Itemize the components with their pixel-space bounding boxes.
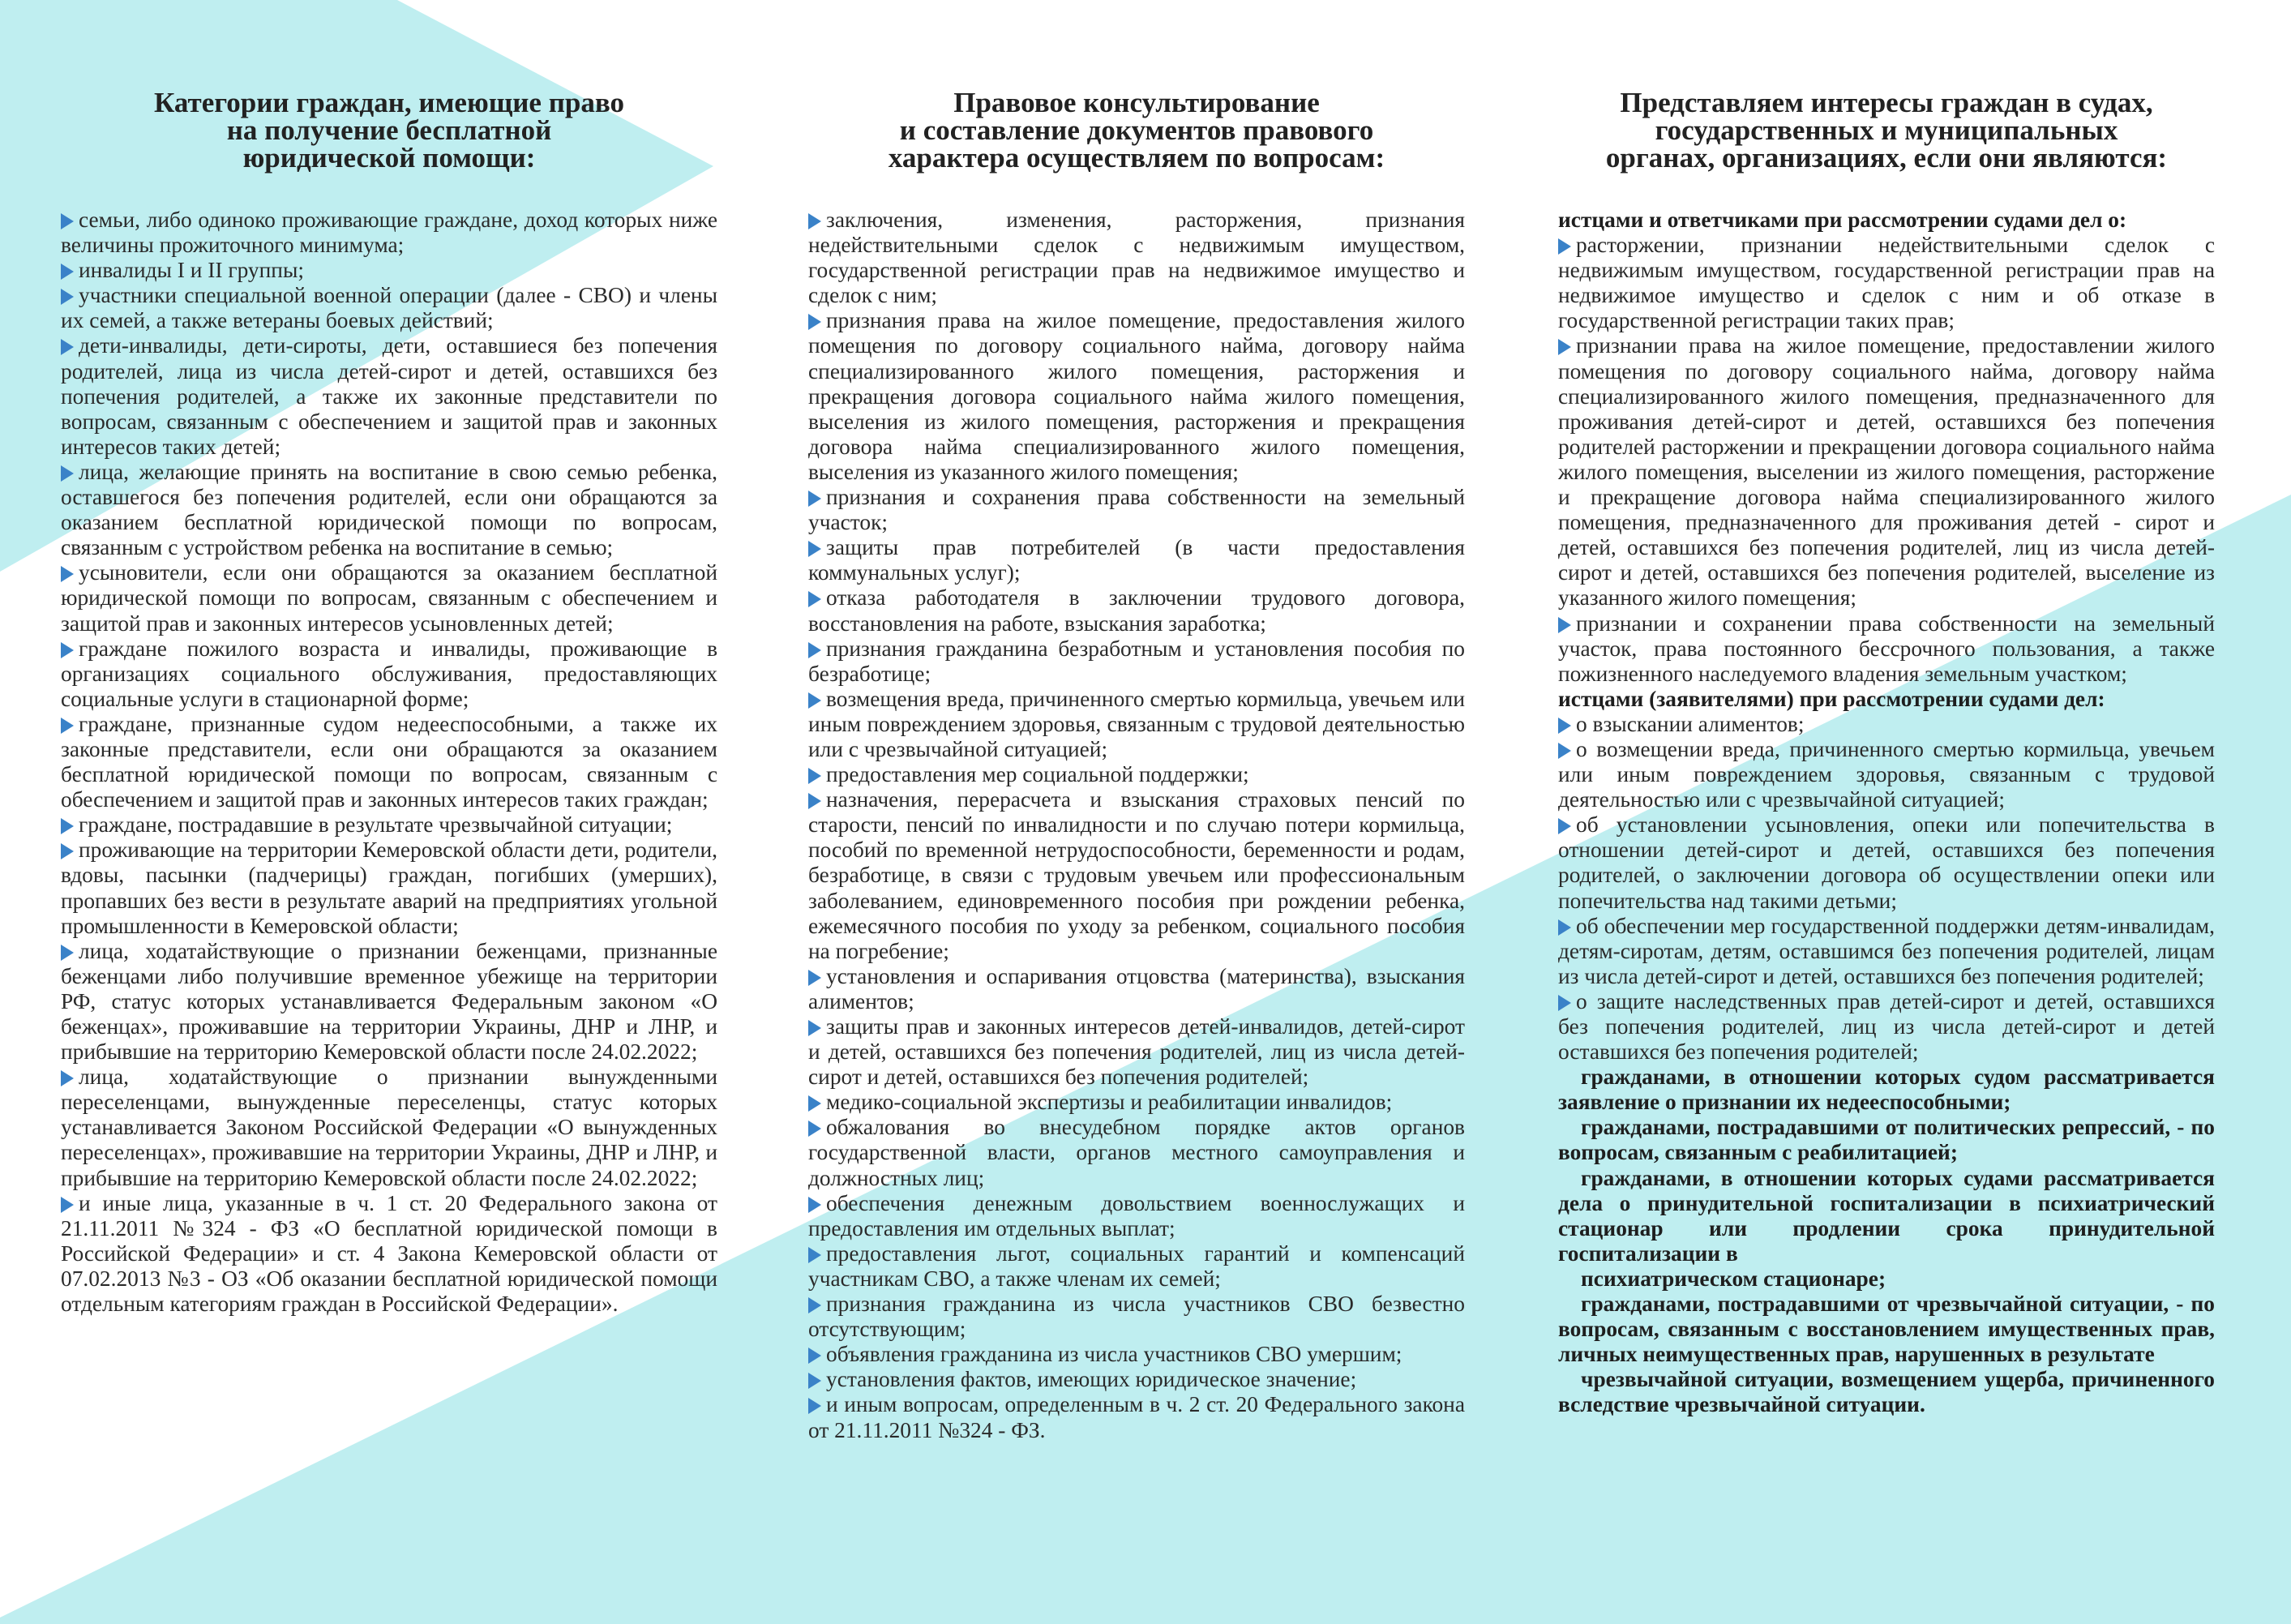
representation-list [1558,208,2215,1418]
list-item [61,712,717,812]
list-item [808,308,1465,485]
item-text: истцами (заявителями) при рассмотрении судами дел: [1558,686,2105,711]
list-item [61,1065,717,1190]
item-text: проживающие на территории Кемеровской области дети, родители, вдовы, пасынки (падчерицы) граждан, погибших (умерших), пропавших без вести в результате аварий на предприятиях угольной промышленности в Кемеровской области; [61,838,717,938]
list-item [1558,233,2215,333]
list-item [61,939,717,1065]
item-text: и иным вопросам, определенным в ч. 2 ст. 20 Федерального закона от 21.11.2011 №324 - ФЗ. [808,1392,1465,1442]
list-item [808,1090,1465,1115]
triangle-bullet-icon [808,1197,821,1213]
triangle-bullet-icon [1558,238,1571,255]
title-line: Представляем интересы граждан в судах, [1620,87,2153,118]
item-text: защиты прав потребителей (в части предоставления коммунальных услуг); [808,535,1465,585]
triangle-bullet-icon [808,1020,821,1036]
item-text: граждане пожилого возраста и инвалиды, проживающие в организациях социального обслуживания, предоставляющих социальные услуги в стационарной форме; [61,636,717,711]
triangle-bullet-icon [61,1070,74,1086]
item-text: заключения, изменения, расторжения, признания недействительными сделок с недвижимым имуществом, государственной регистрации прав на недвижимое имущество и сделок с ним; [808,208,1465,308]
title-line: юридической помощи: [242,142,536,174]
item-text: семьи, либо одиноко проживающие граждане, доход которых ниже величины прожиточного минимума; [61,208,717,258]
triangle-bullet-icon [1558,919,1571,936]
triangle-bullet-icon [1558,818,1571,834]
list-item [61,208,717,258]
item-text: о защите наследственных прав детей-сирот и детей, оставшихся без попечения родителей, лиц из числа детей-сирот и детей оставшихся без попечения родителей; [1558,988,2215,1065]
item-text: истцами и ответчиками при рассмотрении судами дел о: [1558,208,2127,232]
item-text: предоставления льгот, социальных гарантий и компенсаций участникам СВО, а также членам их семей; [808,1240,1465,1291]
triangle-bullet-icon [61,718,74,734]
triangle-bullet-icon [808,591,821,607]
item-text: психиатрическом стационаре; [1581,1266,1886,1291]
list-item [808,535,1465,585]
triangle-bullet-icon [808,314,821,330]
list-item [808,485,1465,535]
item-text: об установлении усыновления, опеки или попечительства в отношении детей-сирот и детей, оставшихся без попечения родителей, о заключении договора об осуществлении опеки или попечительства над такими детьми; [1558,812,2215,913]
triangle-bullet-icon [808,642,821,658]
title-line: государственных и муниципальных [1655,114,2118,146]
list-item [808,1292,1465,1342]
triangle-bullet-icon [1558,743,1571,759]
triangle-bullet-icon [808,1247,821,1263]
triangle-bullet-icon [808,541,821,557]
list-item [1558,737,2215,812]
item-text: гражданами, в отношении которых судами рассматривается дела о принудительной госпитализации в психиатрический стационар или продлении срока принудительной госпитализации в [1558,1165,2215,1266]
title-line: на получение бесплатной [226,114,552,146]
item-text: признании права на жилое помещение, предоставлении жилого помещения по договору социального найма, договору найма специализированного жилого помещения, предназначенного для проживания детей-сирот и детей, оставшихся без попечения родителей расторжении и прекращении договора социального найма жилого помещения, выселении из жилого помещения, расторжение и прекращение договора найма специализированного жилого помещения, предназначенного для проживания детей - сирот и детей, оставшихся без попечения родителей, лиц из числа детей-сирот и детей, оставшихся без попечения родителей, выселение из указанного жилого помещения; [1558,333,2215,611]
item-text: гражданами, в отношении которых судом рассматривается заявление о признании их недееспособными; [1558,1065,2215,1115]
triangle-bullet-icon [808,1297,821,1313]
triangle-bullet-icon [61,1197,74,1213]
triangle-bullet-icon [61,945,74,961]
item-text: признания гражданина безработным и установления пособия по безработице; [808,636,1465,686]
list-item [808,687,1465,762]
triangle-bullet-icon [1558,995,1571,1011]
item-text: лица, ходатайствующие о признании вынужденными переселенцами, вынужденные переселенцы, статус которых устанавливается Законом Российской Федерации «О вынужденных переселенцах», проживавшие на территории Украины, ДНР и ЛНР, и прибывшие на территорию Кемеровской области после 24.02.2022; [61,1065,717,1190]
item-text: назначения, перерасчета и взыскания страховых пенсий по старости, пенсий по инвалидности и по случаю потери кормильца, пособий по временной нетрудоспособности, беременности и родам, безработице, в связи с трудовым увечьем или профессиональным заболеванием, единовременного пособия при рождении ребенка, ежемесячного пособия по уходу за ребенком, социального пособия на погребение; [808,787,1465,963]
item-text: защиты прав и законных интересов детей-инвалидов, детей-сирот и детей, оставшихся без попечения родителей, лиц из числа детей-сирот и детей, оставшихся без попечения родителей; [808,1014,1465,1090]
bold-item [1558,1115,2215,1165]
list-item [61,560,717,636]
list-item [61,1191,717,1317]
item-text: признании и сохранении права собственности на земельный участок, права постоянного бессрочного пользования, а также пожизненного наследуемого владения земельным участком; [1558,611,2215,686]
column-court-representation [1558,0,2215,1418]
triangle-bullet-icon [61,264,74,280]
list-item [808,1014,1465,1090]
list-item [808,787,1465,964]
triangle-bullet-icon [1558,718,1571,734]
item-text: граждане, признанные судом недееспособными, а также их законные представители, если они обращаются за оказанием бесплатной юридической помощи по вопросам, связанным с обеспечением и защитой прав и законных интересов таких граждан; [61,711,717,812]
triangle-bullet-icon [808,1348,821,1364]
list-item [61,460,717,560]
item-text: медико-социальной экспертизы и реабилитации инвалидов; [826,1090,1393,1115]
list-item [61,258,717,283]
column-title [61,0,717,178]
triangle-bullet-icon [61,339,74,355]
item-text: усыновители, если они обращаются за оказанием бесплатной юридической помощи по вопросам, связанным с обеспечением и защитой прав и законных интересов усыновленных детей; [61,560,717,636]
list-item [1558,812,2215,913]
bold-item [1558,1367,2215,1417]
triangle-bullet-icon [61,465,74,482]
item-text: инвалиды I и II группы; [79,258,304,283]
bold-item [1558,1065,2215,1115]
item-text: обжалования во внесудебном порядке актов органов государственной власти, органов местного самоуправления и должностных лиц; [808,1115,1465,1190]
column-consultation-topics [808,0,1465,1443]
triangle-bullet-icon [808,1373,821,1389]
title-line: органах, организациях, если они являются: [1605,142,2168,174]
list-item [61,636,717,712]
item-text: обеспечения денежным довольствием военнослужащих и предоставления им отдельных выплат; [808,1190,1465,1240]
triangle-bullet-icon [1558,339,1571,355]
item-text: признания гражданина из числа участников СВО безвестно отсутствующим; [808,1292,1465,1342]
topics-list [808,208,1465,1443]
item-text: дети-инвалиды, дети-сироты, дети, оставшиеся без попечения родителей, лица из числа детей-сирот и детей, оставшихся без попечения родителей, а также их законные представители по вопросам, связанным с обеспечением и защитой прав и законных интересов таких детей; [61,333,717,459]
item-text: и иные лица, указанные в ч. 1 ст. 20 Федерального закона от 21.11.2011 №324 - ФЗ «О бесплатной юридической помощи в Российской Федерации» и ст. 4 Закона Кемеровской области от 07.02.2013 №3 - ОЗ «Об оказании бесплатной юридической помощи отдельным категориям граждан в Российской Федерации». [61,1190,717,1317]
item-text: лица, ходатайствующие о признании беженцами, признанные беженцами либо получившие временное убежище на территории РФ, статус которых устанавливается Федеральным законом «О беженцах», проживавшие на территории Украины, ДНР и ЛНР, и прибывшие на территорию Кемеровской области после 24.02.2022; [61,938,717,1065]
triangle-bullet-icon [808,1121,821,1137]
list-item [808,1241,1465,1292]
list-item [1558,989,2215,1065]
bold-item [1558,1166,2215,1266]
triangle-bullet-icon [808,1095,821,1112]
item-text: о возмещении вреда, причиненного смертью кормильца, увечьем или иным повреждением здоровья, связанным с трудовой деятельностью или с чрезвычайной ситуацией; [1558,736,2215,812]
list-item [61,283,717,333]
list-item [808,1115,1465,1190]
list-item [808,585,1465,636]
title-line: характера осуществляем по вопросам: [888,142,1385,174]
item-text: возмещения вреда, причиненного смертью кормильца, увечьем или иным повреждением здоровья, связанным с трудовой деятельностью или с чрезвычайной ситуацией; [808,686,1465,761]
item-text: объявления гражданина из числа участников СВО умершим; [826,1342,1402,1367]
title-line: Категории граждан, имеющие право [154,87,624,118]
item-text: чрезвычайной ситуации, возмещением ущерба, причиненного вследствие чрезвычайной ситуации. [1558,1367,2215,1417]
triangle-bullet-icon [808,491,821,507]
triangle-bullet-icon [808,213,821,229]
section-heading [1558,687,2215,712]
item-text: установления фактов, имеющих юридическое значение; [826,1367,1357,1392]
column-eligible-categories [61,0,717,1317]
triangle-bullet-icon [61,818,74,834]
triangle-bullet-icon [808,692,821,709]
item-text: участники специальной военной операции (далее - СВО) и члены их семей, а также ветераны боевых действий; [61,283,717,333]
item-text: признания права на жилое помещение, предоставления жилого помещения по договору социального найма, договору найма специализированного жилого помещения, расторжения и прекращения договора социального найма жилого помещения, выселения из жилого помещения, расторжения и прекращения договора найма специализированного жилого помещения, выселения из указанного жилого помещения; [808,308,1465,484]
item-text: граждане, пострадавшие в результате чрезвычайной ситуации; [79,812,673,838]
list-item [808,208,1465,308]
title-line: Правовое консультирование [953,87,1320,118]
triangle-bullet-icon [808,1398,821,1414]
item-text: об обеспечении мер государственной поддержки детям-инвалидам, детям-сиротам, детям, оставшимся без попечения родителей, лицам из числа детей-сирот и детей, оставшихся без попечения родителей; [1558,913,2215,988]
list-item [1558,611,2215,687]
list-item [1558,914,2215,989]
triangle-bullet-icon [808,970,821,986]
list-item [1558,333,2215,611]
list-item [808,636,1465,687]
triangle-bullet-icon [61,642,74,658]
triangle-bullet-icon [1558,617,1571,633]
section-heading [1558,208,2215,233]
column-title [808,0,1465,178]
bold-item [1558,1292,2215,1367]
triangle-bullet-icon [61,566,74,582]
triangle-bullet-icon [808,768,821,784]
bold-item [1558,1266,2215,1292]
triangle-bullet-icon [808,793,821,809]
item-text: установления и оспаривания отцовства (материнства), взыскания алиментов; [808,963,1465,1013]
list-item [808,1191,1465,1241]
item-text: отказа работодателя в заключении трудового договора, восстановления на работе, взыскания заработка; [808,585,1465,636]
list-item [808,964,1465,1014]
list-item [808,762,1465,787]
list-item [808,1342,1465,1367]
item-text: о взыскании алиментов; [1576,711,1805,736]
list-item [808,1367,1465,1392]
title-line: и составление документов правового [899,114,1374,146]
list-item [808,1392,1465,1442]
item-text: гражданами, пострадавшими от чрезвычайной ситуации, - по вопросам, связанным с восстановлением имущественных прав, личных неимущественных прав, нарушенных в результате [1558,1292,2215,1367]
item-text: предоставления мер социальной поддержки; [826,762,1249,787]
list-item [61,812,717,838]
triangle-bullet-icon [61,289,74,305]
triangle-bullet-icon [61,843,74,859]
categories-list [61,208,717,1317]
list-item [1558,712,2215,737]
list-item [61,838,717,938]
item-text: расторжении, признании недействительными сделок с недвижимым имуществом, государственной регистрации прав на недвижимое имущество и сделок с ним и об отказе в государственной регистрации таких прав; [1558,233,2215,333]
triangle-bullet-icon [61,213,74,229]
item-text: гражданами, пострадавшими от политических репрессий, - по вопросам, связанным с реабилитацией; [1558,1115,2215,1165]
list-item [61,333,717,459]
item-text: признания и сохранения права собственности на земельный участок; [808,485,1465,535]
item-text: лица, желающие принять на воспитание в свою семью ребенка, оставшегося без попечения родителей, если они обращаются за оказанием бесплатной юридической помощи по вопросам, связанным с устройством ребенка на воспитание в семью; [61,459,717,560]
column-title [1558,0,2215,178]
